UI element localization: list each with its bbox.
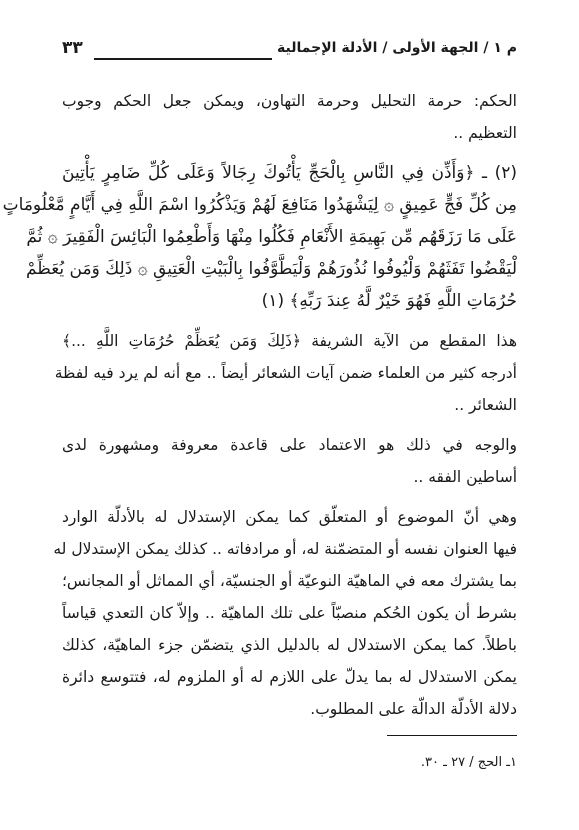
text-line: مِن كُلِّ فَجٍّ عَمِيقٍ ۞ لِيَشْهَدُوا مَنَافِعَ لَهُمْ وَيَذْكُرُوا اسْمَ اللَّهِ فِي أَيَّامٍ مَّعْلُومَاتٍ — [2, 195, 517, 215]
paragraph-gap — [62, 149, 517, 157]
text-line: وهي أنّ الموضوع أو المتعلّق كما يمكن الإستدلال له بالأدلّة الوارد — [62, 508, 517, 526]
text-line: بما يشترك معه في الماهيّة النوعيّة أو الجنسيّة، أي المماثل أو المجانس؛ — [62, 572, 517, 590]
text-line: والوجه في ذلك هو الاعتماد على قاعدة معروفة ومشهورة لدى — [62, 436, 517, 454]
text-line: أساطين الفقه .. — [413, 468, 517, 486]
paragraph — [53, 501, 517, 725]
text-line: باطلاً. كما يمكن الاستدلال له بالدليل الذي يتضمّن جزء الماهيّة، كذلك — [62, 636, 517, 654]
paragraph — [62, 85, 517, 149]
text-line: (٢) ـ ﴿وَأَذِّن فِي النَّاسِ بِالْحَجِّ يَأْتُوكَ رِجَالاً وَعَلَى كُلِّ ضَامِرٍ يَأْتِينَ — [62, 163, 517, 183]
page-number: ٣٣ — [62, 38, 83, 58]
paragraph — [62, 429, 517, 493]
footnote: ١ـ الحج / ٢٧ ـ ٣٠. — [420, 755, 517, 770]
page-header — [62, 40, 517, 70]
text-line: أدرجه كثير من العلماء ضمن آيات الشعائر أيضاً .. مع أنه لم يرد فيه لفظة — [54, 364, 517, 382]
text-line: دلالة الأدلّة الدالّة على المطلوب. — [310, 700, 517, 718]
text-line: يمكن الاستدلال له بما يدلّ على اللازم له أو الملزوم له، فتتوسع دائرة — [62, 668, 517, 686]
paragraph-gap — [62, 493, 517, 501]
footnote-separator — [387, 735, 517, 736]
quran-verse-block — [2, 157, 517, 317]
text-line: عَلَى مَا رَزَقَهُم مِّن بَهِيمَةِ الأَنْعَامِ فَكُلُوا مِنْهَا وَأَطْعِمُوا الْبَائِسَ الْفَقِيرَ ۞ ثُمَّ — [26, 227, 517, 247]
running-title: م ١ / الجهة الأولى / الأدلة الإجمالية — [277, 40, 517, 56]
paragraph — [54, 325, 517, 421]
text-line: بشرط أن يكون الحُكم منصبّاً على تلك الماهيّة .. وإلاّ كان التعدي قياساً — [62, 604, 517, 622]
body-text — [2, 85, 517, 725]
text-line: حُرُمَاتِ اللَّهِ فَهُوَ خَيْرٌ لَّهُ عِندَ رَبِّهِ﴾ (١) — [261, 291, 517, 311]
text-line: التعظيم .. — [453, 124, 517, 142]
paragraph-gap — [62, 317, 517, 325]
text-line: فيها العنوان نفسه أو المتضمّنة له، أو مرادفاته .. كذلك يمكن الإستدلال له — [53, 540, 517, 558]
text-line: الشعائر .. — [454, 396, 517, 414]
paragraph-gap — [62, 421, 517, 429]
text-line: الحكم: حرمة التحليل وحرمة التهاون، ويمكن جعل الحكم وجوب — [62, 92, 517, 110]
text-line: لْيَقْضُوا تَفَثَهُمْ وَلْيُوفُوا نُذُورَهُمْ وَلْيَطَّوَّفُوا بِالْبَيْتِ الْعَتِيقِ ۞ ذَلِكَ وَمَن يُعَظِّمْ — [25, 259, 517, 279]
text-line: هذا المقطع من الآية الشريفة ﴿ذَلِكَ وَمَن يُعَظِّمْ حُرُمَاتِ اللَّهِ ...﴾ — [62, 332, 517, 350]
header-rule — [94, 58, 272, 60]
